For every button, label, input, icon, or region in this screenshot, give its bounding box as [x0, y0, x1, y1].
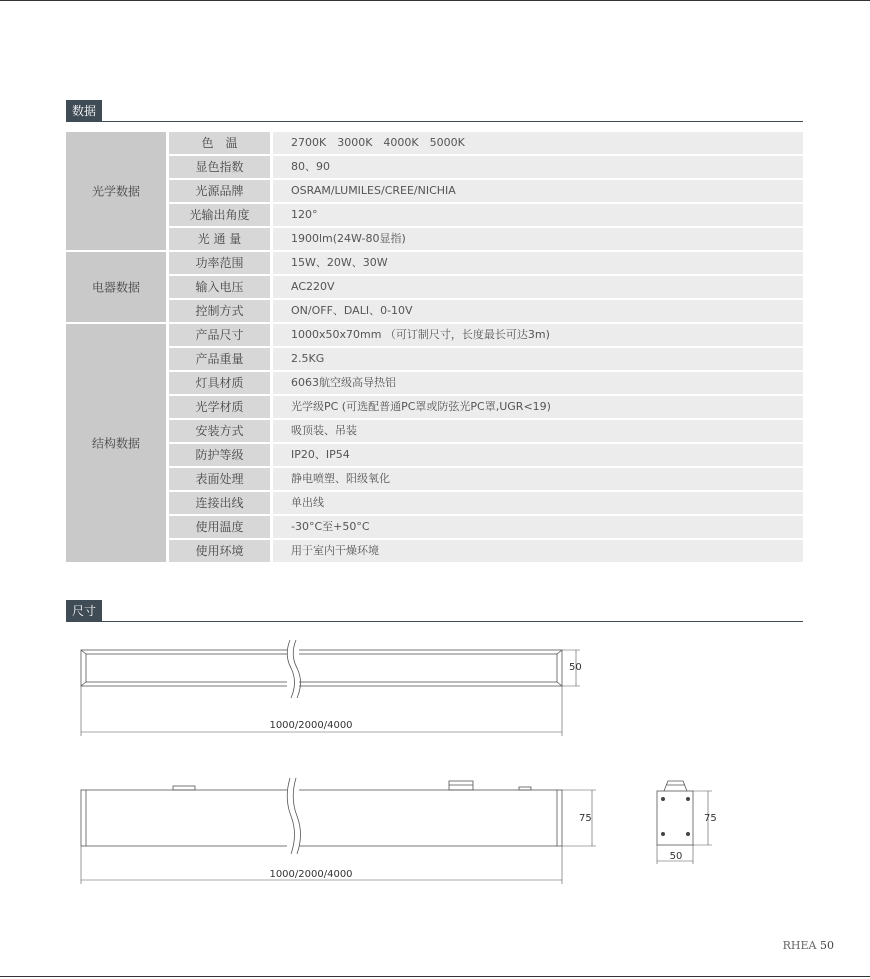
- row-value: 静电喷塑、阳级氧化: [273, 468, 803, 490]
- table-row: [169, 444, 803, 466]
- row-label: 色 温: [169, 132, 270, 154]
- table-row: [169, 156, 803, 178]
- page-footer: [783, 939, 834, 952]
- row-label: 输入电压: [169, 276, 270, 298]
- bottom-border: [0, 976, 870, 977]
- top-view-outline: [81, 650, 562, 686]
- row-label: 产品尺寸: [169, 324, 270, 346]
- row-label: 防护等级: [169, 444, 270, 466]
- row-label: 控制方式: [169, 300, 270, 322]
- row-value: 80、90: [273, 156, 803, 178]
- side-view-outline: [81, 790, 562, 846]
- row-value: ON/OFF、DALI、0-10V: [273, 300, 803, 322]
- row-value: 单出线: [273, 492, 803, 514]
- row-value: -30°C至+50°C: [273, 516, 803, 538]
- end-width-label: 50: [669, 851, 683, 862]
- row-value: 1900lm(24W-80显指): [273, 228, 803, 250]
- row-value: 120°: [273, 204, 803, 226]
- table-row: [169, 180, 803, 202]
- row-value: 吸顶装、吊装: [273, 420, 803, 442]
- table-row: [169, 396, 803, 418]
- side-length-label: 1000/2000/4000: [269, 869, 353, 880]
- row-value: 光学级PC (可选配普通PC罩或防弦光PC罩,UGR<19): [273, 396, 803, 418]
- group-structural: [66, 324, 166, 562]
- side-view-drawing: [0, 770, 870, 890]
- row-value: IP20、IP54: [273, 444, 803, 466]
- row-label: 产品重量: [169, 348, 270, 370]
- section-rule: [66, 621, 803, 622]
- page-number: 50: [820, 939, 834, 952]
- table-row: [169, 228, 803, 250]
- row-label: 光学材质: [169, 396, 270, 418]
- table-row: [169, 348, 803, 370]
- table-row: [169, 204, 803, 226]
- group-label: 电器数据: [91, 280, 140, 295]
- mount-bracket-1: [173, 786, 195, 790]
- row-label: 安装方式: [169, 420, 270, 442]
- table-row: [169, 132, 803, 154]
- row-value: 15W、20W、30W: [273, 252, 803, 274]
- row-label: 使用环境: [169, 540, 270, 562]
- driver-connector: [449, 781, 473, 790]
- row-value: 6063航空级高导热铝: [273, 372, 803, 394]
- end-height-label: 75: [704, 813, 717, 824]
- row-value: 用于室内干燥环境: [273, 540, 803, 562]
- row-value: OSRAM/LUMILES/CREE/NICHIA: [273, 180, 803, 202]
- section-title-data: 数据: [66, 100, 102, 122]
- row-label: 连接出线: [169, 492, 270, 514]
- row-label: 显色指数: [169, 156, 270, 178]
- group-electrical: [66, 252, 166, 322]
- table-row: [169, 420, 803, 442]
- mount-bracket-2: [519, 787, 531, 790]
- row-value: 2700K 3000K 4000K 5000K: [273, 132, 803, 154]
- top-view-lens: [86, 654, 557, 682]
- table-row: [169, 252, 803, 274]
- top-length-label: 1000/2000/4000: [269, 720, 353, 731]
- row-label: 使用温度: [169, 516, 270, 538]
- top-height-label: 50: [569, 662, 582, 673]
- row-value: AC220V: [273, 276, 803, 298]
- section-rule: [66, 121, 803, 122]
- row-label: 光 通 量: [169, 228, 270, 250]
- section-header-dimensions: [66, 600, 803, 622]
- group-label: 光学数据: [91, 184, 140, 199]
- group-optical: [66, 132, 166, 250]
- row-value: 1000x50x70mm （可订制尺寸，长度最长可达3m): [273, 324, 803, 346]
- row-label: 功率范围: [169, 252, 270, 274]
- table-row: [169, 468, 803, 490]
- row-label: 光源品牌: [169, 180, 270, 202]
- brand-name: RHEA: [782, 939, 817, 952]
- top-view-drawing: [0, 630, 870, 750]
- section-header-data: [66, 100, 803, 122]
- table-row: [169, 324, 803, 346]
- row-value: 2.5KG: [273, 348, 803, 370]
- table-row: [169, 492, 803, 514]
- top-border: [0, 0, 870, 1]
- row-label: 光输出角度: [169, 204, 270, 226]
- row-label: 灯具材质: [169, 372, 270, 394]
- group-label: 结构数据: [91, 436, 140, 451]
- side-height-label: 75: [579, 813, 592, 824]
- table-row: [169, 516, 803, 538]
- table-row: [169, 276, 803, 298]
- row-label: 表面处理: [169, 468, 270, 490]
- table-row: [169, 372, 803, 394]
- table-row: [169, 540, 803, 562]
- table-row: [169, 300, 803, 322]
- section-title-dimensions: 尺寸: [66, 600, 102, 622]
